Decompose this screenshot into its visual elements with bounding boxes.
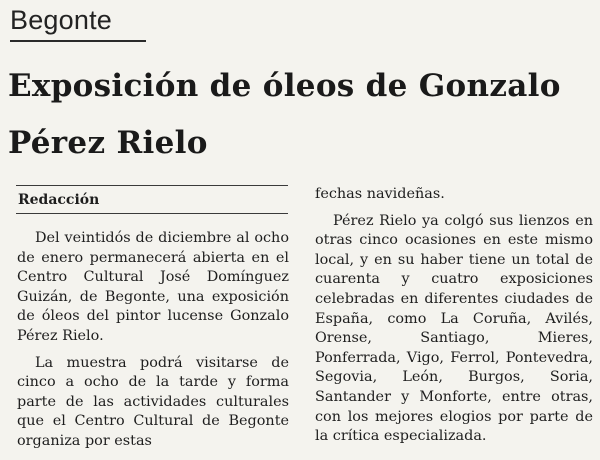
byline-rule-top	[16, 185, 288, 186]
section-label: Begonte	[10, 5, 112, 35]
section-underline	[10, 40, 146, 42]
paragraph-3: Pérez Rielo ya colgó sus lienzos en otras cinco ocasiones en este mismo local, y en su haber tiene un total de cuarenta y cuatro exposiciones celebradas en diferentes ciudades de España, como La Coruña, Avilés, Orense, Santiago, Mieres, Ponferrada, Vigo, Ferrol, Pontevedra, Segovia, León, Burgos, Soria, Santander y Monforte, entre otras, con los mejores elogios por parte de la crítica especializada.	[315, 212, 593, 445]
byline-rule-bottom	[16, 213, 288, 214]
paragraph-2: La muestra podrá visitarse de cinco a ocho de la tarde y forma parte de las actividades culturales que el Centro Cultural de Begonte organiza por estas	[17, 354, 289, 449]
paragraph-1: Del veintidós de diciembre al ocho de enero permanecerá abierta en el Centro Cultural José Domínguez Guizán, de Begonte, una exposición de óleos del pintor lucense Gonzalo Pérez Rielo.	[17, 230, 289, 344]
article-column-left	[17, 229, 289, 459]
article-column-right	[315, 185, 593, 454]
byline: Redacción	[18, 192, 100, 208]
paragraph-2-continued: fechas navideñas.	[315, 186, 445, 202]
article-headline: Exposición de óleos de Gonzalo Pérez Rielo	[8, 68, 561, 161]
